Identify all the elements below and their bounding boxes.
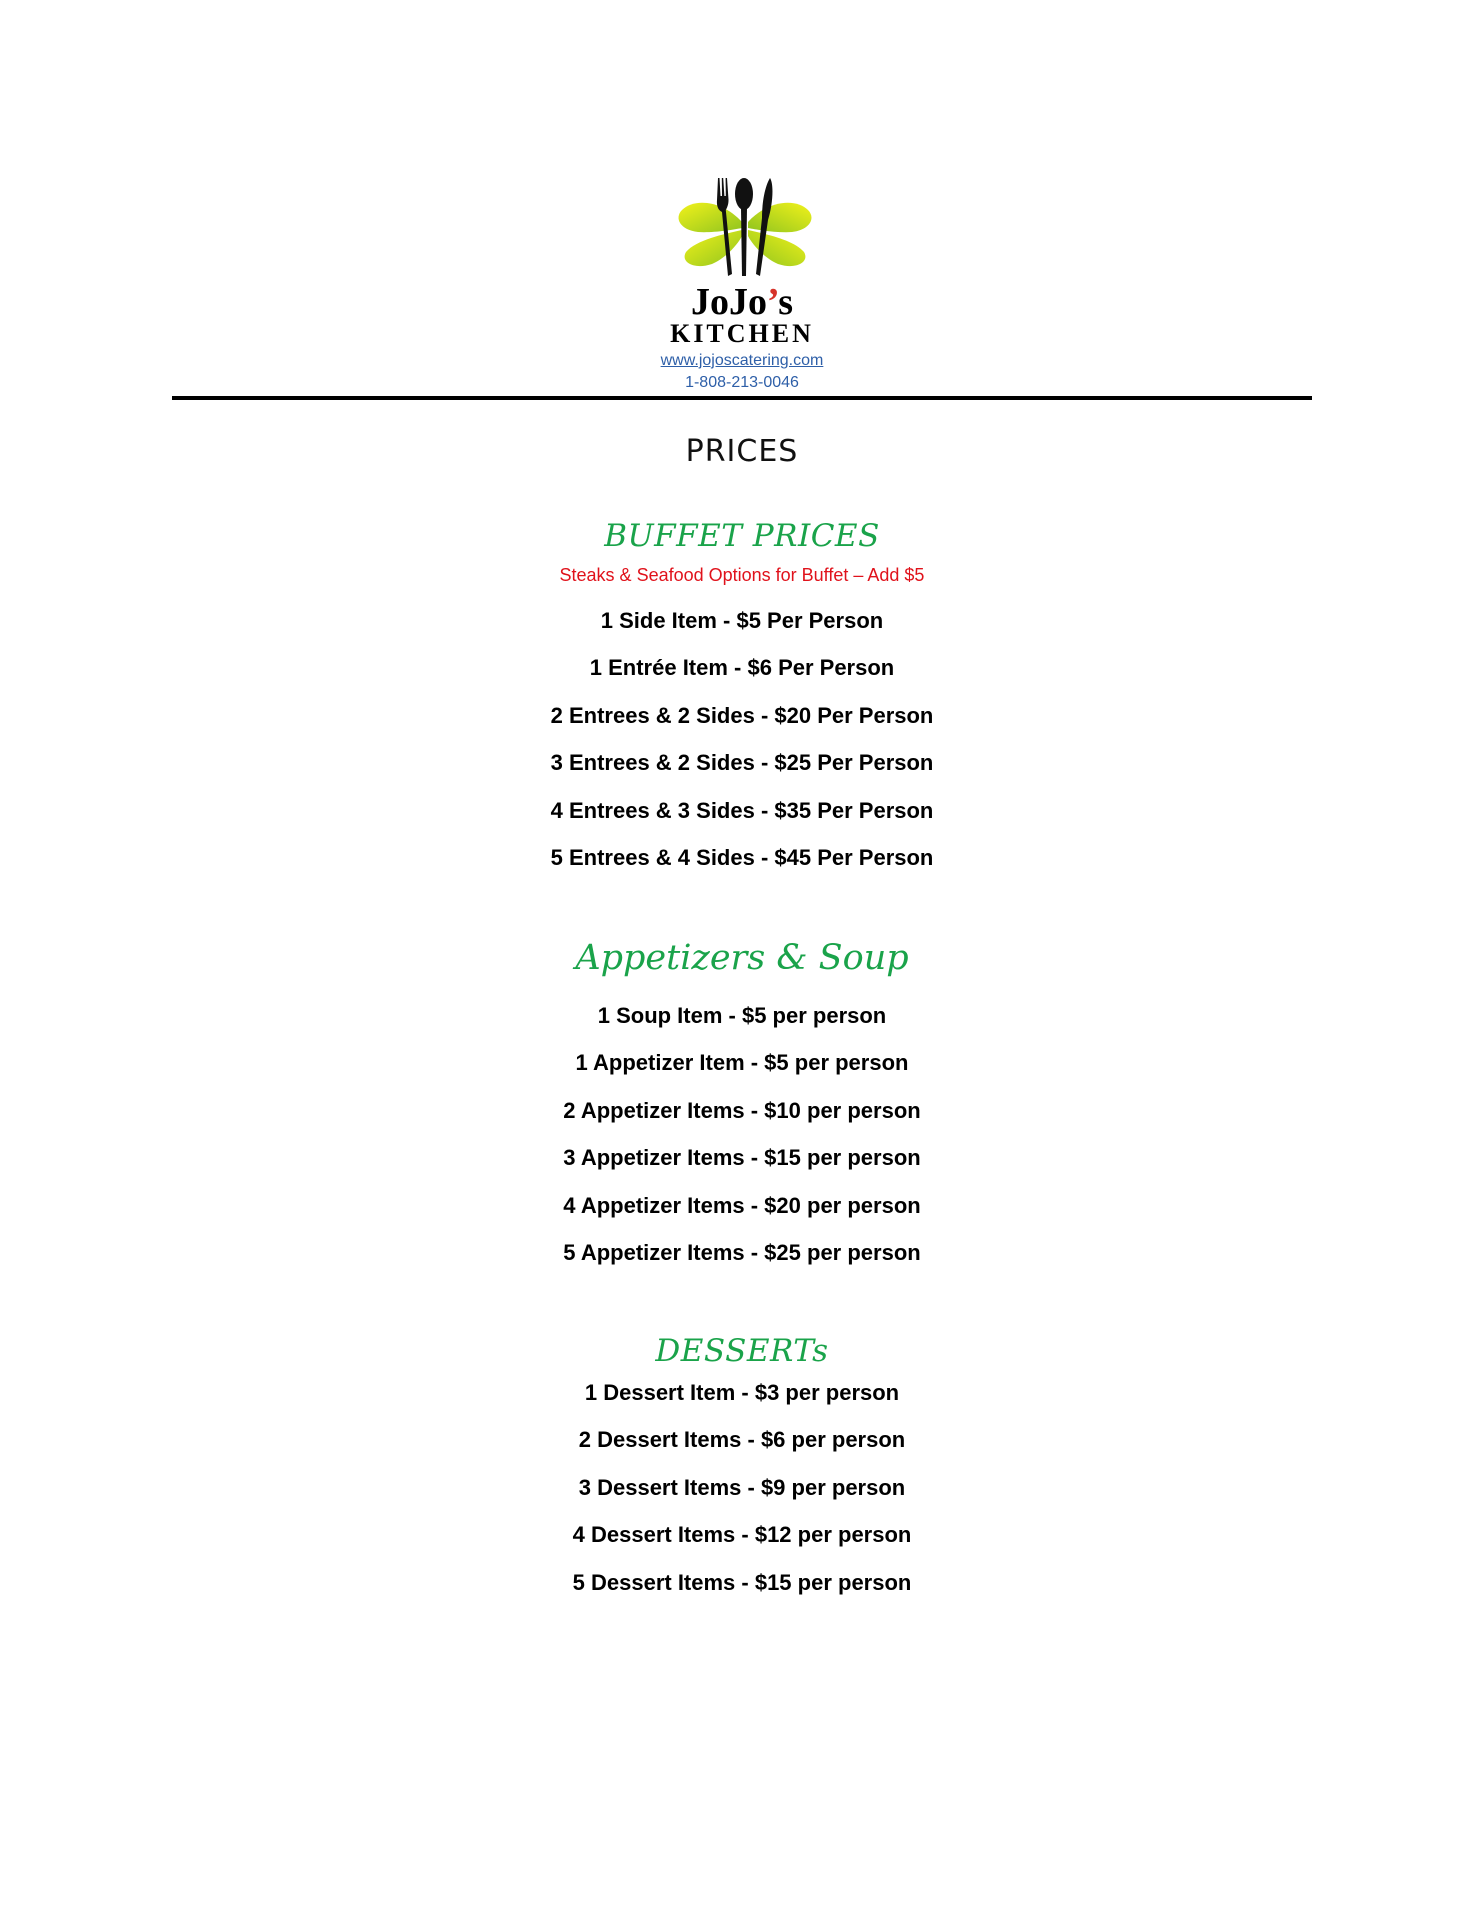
brand-name-suffix: s xyxy=(778,281,794,323)
price-item: 4 Entrees & 3 Sides - $35 Per Person xyxy=(550,797,934,823)
jojos-kitchen-logo xyxy=(672,178,818,278)
price-item: 3 Entrees & 2 Sides - $25 Per Person xyxy=(550,750,934,776)
appetizers-section-title: Appetizers & Soup xyxy=(575,938,909,978)
price-item: 2 Appetizer Items - $10 per person xyxy=(563,1097,921,1123)
price-item: 4 Appetizer Items - $20 per person xyxy=(563,1192,921,1218)
price-item: 5 Dessert Items - $15 per person xyxy=(572,1569,912,1595)
price-item: 1 Appetizer Item - $5 per person xyxy=(575,1050,909,1076)
phone-number: 1-808-213-0046 xyxy=(685,374,799,391)
price-item: 1 Side Item - $5 Per Person xyxy=(600,608,884,633)
brand-name xyxy=(0,282,1484,322)
desserts-section-title: DESSERTs xyxy=(655,1333,829,1369)
buffet-note: Steaks & Seafood Options for Buffet – Add $5 xyxy=(559,565,925,585)
appetizers-price-list xyxy=(0,992,1484,1276)
price-item: 1 Dessert Item - $3 per person xyxy=(584,1380,900,1405)
price-item: 2 Dessert Items - $6 per person xyxy=(578,1427,906,1453)
header-divider xyxy=(172,396,1312,400)
brand-subtitle: KITCHEN xyxy=(670,319,814,348)
price-item: 1 Entrée Item - $6 Per Person xyxy=(589,655,895,681)
price-item: 5 Appetizer Items - $25 per person xyxy=(563,1239,921,1265)
page-title: PRICES xyxy=(685,434,799,469)
buffet-section-title: BUFFET PRICES xyxy=(604,518,880,554)
desserts-price-list xyxy=(0,1369,1484,1606)
price-item: 4 Dessert Items - $12 per person xyxy=(572,1522,912,1548)
price-item: 1 Soup Item - $5 per person xyxy=(597,1003,887,1028)
logo-graphic xyxy=(672,178,818,278)
price-item: 3 Dessert Items - $9 per person xyxy=(578,1474,906,1500)
website-line xyxy=(0,351,1484,371)
price-item: 3 Appetizer Items - $15 per person xyxy=(563,1145,921,1171)
buffet-price-list xyxy=(0,597,1484,881)
price-item: 2 Entrees & 2 Sides - $20 Per Person xyxy=(550,702,934,728)
price-item: 5 Entrees & 4 Sides - $45 Per Person xyxy=(550,844,934,870)
brand-name-apostrophe: ’ xyxy=(766,281,779,323)
website-link[interactable]: www.jojoscatering.com xyxy=(660,352,824,369)
brand-name-main: JoJo xyxy=(690,281,767,323)
